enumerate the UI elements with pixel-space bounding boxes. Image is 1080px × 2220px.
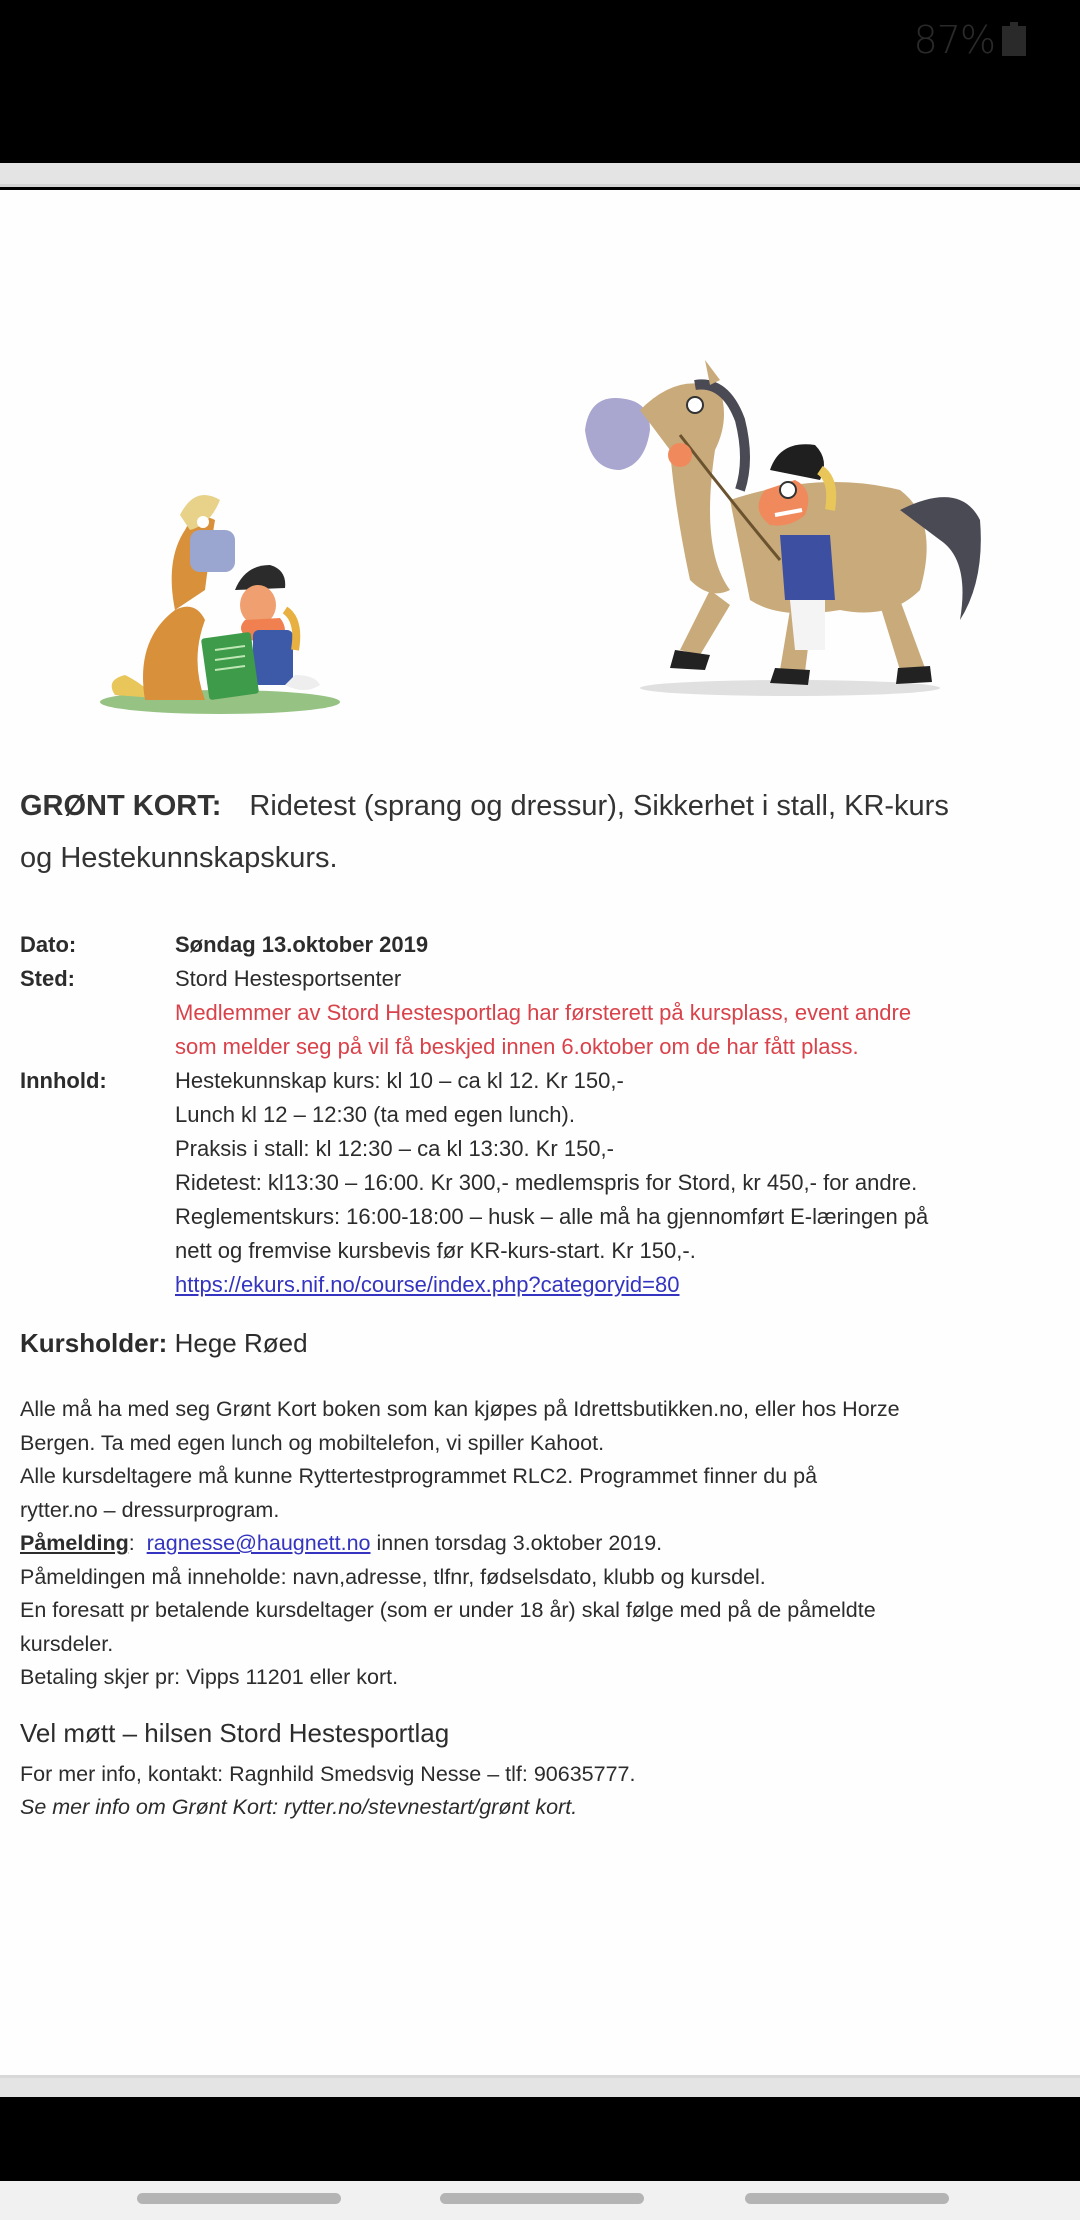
title-label: GRØNT KORT: [20, 790, 222, 822]
title-text-line2: og Hestekunnskapskurs. [20, 842, 338, 874]
battery-percent: 87% [913, 18, 995, 62]
ekurs-link[interactable]: https://ekurs.nif.no/course/index.php?categoryid=80 [175, 1272, 680, 1297]
content-line: Reglementskurs: 16:00-18:00 – husk – alle må ha gjennomført E-læringen på [175, 1204, 929, 1229]
status-bar [0, 0, 1080, 163]
content-row-link [20, 1268, 1060, 1302]
body-line: rytter.no – dressurprogram. [20, 1497, 280, 1522]
closing-greeting: Vel møtt – hilsen Stord Hestesportlag [20, 1718, 450, 1748]
priority-note-line1: Medlemmer av Stord Hestesportlag har førsterett på kursplass, event andre [175, 1000, 912, 1025]
content-row-6 [20, 1234, 1060, 1268]
contact-line: For mer info, kontakt: Ragnhild Smedsvig Nesse – tlf: 90635777. [20, 1762, 636, 1786]
content-row-2 [20, 1098, 1060, 1132]
more-info-line: Se mer info om Grønt Kort: rytter.no/stevnestart/grønt kort. [20, 1795, 578, 1819]
body-line: En foresatt pr betalende kursdeltager (som er under 18 år) skal følge med på de påmeldte [20, 1598, 876, 1622]
page-title [20, 780, 1060, 884]
priority-note-line2: som melder seg på vil få beskjed innen 6.oktober om de har fått plass. [175, 1034, 859, 1059]
location-value: Stord Hestesportsenter [175, 966, 402, 991]
title-text: Ridetest (sprang og dressur), Sikkerhet i stall, KR-kurs [249, 790, 949, 822]
registration-deadline: innen torsdag 3.oktober 2019. [370, 1531, 663, 1555]
content-row-3 [20, 1132, 1060, 1166]
contact-info [20, 1758, 635, 1824]
body-line: Bergen. Ta med egen lunch og mobiltelefon, vi spiller Kahoot. [20, 1430, 605, 1455]
content-label: Innhold: [20, 1068, 107, 1093]
instructor-label: Kursholder: [20, 1328, 168, 1358]
priority-note-row-2 [20, 1030, 1060, 1064]
content-line: Lunch kl 12 – 12:30 (ta med egen lunch). [175, 1102, 575, 1127]
body-line: Påmeldingen må inneholde: navn,adresse, tlfnr, fødselsdato, klubb og kursdel. [20, 1564, 766, 1589]
priority-note-row [20, 996, 1060, 1030]
payment-line: Betaling skjer pr: Vipps 11201 eller kort. [20, 1665, 399, 1689]
date-value: Søndag 13.oktober 2019 [175, 932, 429, 957]
navigation-bar [0, 2181, 1080, 2220]
rider-leading-horse-illustration [580, 350, 995, 705]
registration-email-link[interactable]: ragnesse@haugnett.no [146, 1531, 371, 1555]
registration-label: Påmelding [20, 1531, 129, 1555]
location-label: Sted: [20, 966, 75, 991]
body-line: Alle må ha med seg Grønt Kort boken som kan kjøpes på Idrettsbutikken.no, eller hos Horze [20, 1397, 900, 1421]
body-line: kursdeler. [20, 1631, 114, 1656]
date-row [20, 928, 1060, 962]
location-row [20, 962, 1060, 996]
battery-icon [1002, 22, 1026, 56]
details-text [20, 1393, 1060, 1695]
horse-reading-book-illustration [95, 470, 345, 715]
instructor-name: Hege Røed [174, 1328, 308, 1358]
content-line: Ridetest: kl13:30 – 16:00. Kr 300,- medlemspris for Stord, kr 450,- for andre. [175, 1170, 918, 1195]
image-bottom-border [0, 2075, 1080, 2097]
nav-home-button[interactable] [440, 2193, 644, 2204]
viewer-background [0, 2097, 1080, 2181]
content-line: Praksis i stall: kl 12:30 – ca kl 13:30. Kr 150,- [175, 1136, 614, 1161]
content-line: Hestekunnskap kurs: kl 10 – ca kl 12. Kr 150,- [175, 1068, 624, 1093]
content-row-5 [20, 1200, 1060, 1234]
nav-recent-apps-button[interactable] [137, 2193, 341, 2204]
content-line: nett og fremvise kursbevis før KR-kurs-start. Kr 150,-. [175, 1238, 696, 1263]
image-top-border [0, 163, 1080, 187]
course-info [20, 928, 1060, 1302]
body-line: Alle kursdeltagere må kunne Ryttertestprogrammet RLC2. Programmet finner du på [20, 1464, 818, 1488]
content-row-4 [20, 1166, 1060, 1200]
content-row [20, 1064, 1060, 1098]
instructor [20, 1328, 308, 1359]
date-label: Dato: [20, 932, 77, 957]
nav-back-button[interactable] [745, 2193, 949, 2204]
colon-separator: : [128, 1531, 147, 1555]
registration-line [20, 1527, 1060, 1561]
